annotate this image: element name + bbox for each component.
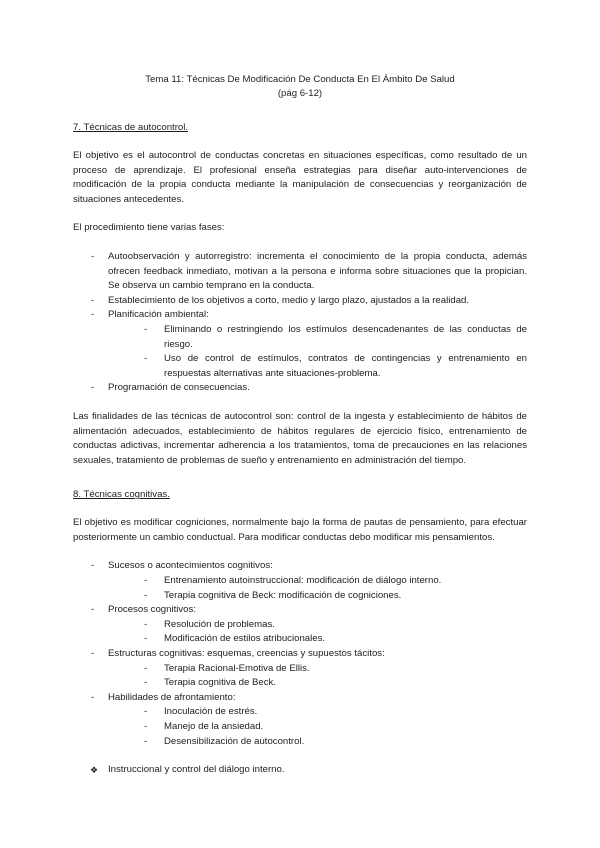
item-label: Estructuras cognitivas	[108, 648, 202, 660]
cognitive-list	[73, 559, 527, 749]
dash-marker: -	[144, 721, 148, 732]
dash-marker: -	[144, 677, 148, 689]
list-item: - Procesos cognitivos: - Resolución de problemas. - Modificación de estilos atribucionales.	[73, 603, 527, 647]
list-item: - Modificación de estilos atribucionales.	[144, 632, 527, 647]
page-range: (pág 6-12)	[277, 88, 323, 99]
planning-sublist	[108, 323, 527, 381]
dash-marker: -	[144, 589, 148, 601]
sublist	[108, 618, 527, 647]
dash-marker: -	[91, 309, 95, 321]
list-item: - Desensibilización de autocontrol.	[144, 735, 527, 750]
list-item	[73, 559, 527, 603]
section-7-heading: 7. Técnicas de autocontrol.	[73, 122, 189, 133]
dash-marker: -	[91, 294, 95, 306]
section-8-intro: El objetivo es modificar cogniciones, normalmente bajo la forma de pautas de pensamiento, para efectuar posteriormente un cambio conductual. Para modificar conductas debo modificar mis pensamientos.	[73, 517, 527, 543]
dash-marker: -	[91, 382, 95, 394]
list-item: - Autoobservación y autorregistro: incrementa el conocimiento de la propia conducta, además ofrecen feedback inmediato, motivan a la persona e informa sobre situaciones que la propician. Se observa un cambio temprano en la conducta.	[91, 250, 527, 292]
list-item: - Resolución de problemas.	[144, 618, 527, 633]
dash-marker: -	[91, 691, 95, 703]
dash-marker: -	[144, 353, 148, 365]
list-item: - Estructuras cognitivas: esquemas, creencias y supuestos tácitos: - Terapia Racional-Emotiva de Ellis. - Terapia cognitiva de Beck.	[73, 647, 527, 691]
dash-marker: -	[144, 575, 148, 587]
section-8-heading: 8. Técnicas cognitivas.	[73, 489, 170, 501]
final-bullet: ❖ Instruccional y control del diálogo interno.	[73, 763, 527, 778]
list-item: - Entrenamiento autoinstruccional: modificación de diálogo interno.	[144, 574, 527, 589]
section-7-phases-intro: El procedimiento tiene varias fases:	[73, 222, 225, 234]
diamond-bullet-icon: ❖	[90, 765, 99, 776]
list-item: - Terapia cognitiva de Beck: modificación de cogniciones.	[144, 589, 527, 604]
list-item: - Terapia Racional-Emotiva de Ellis.	[144, 662, 527, 677]
document-content	[73, 73, 527, 778]
sublist	[108, 574, 527, 603]
sublist	[108, 705, 527, 749]
list-item: - Terapia cognitiva de Beck.	[144, 676, 527, 691]
list-item: - Uso de control de estímulos, contratos de contingencias y entrenamiento en respuestas alternativas ante situaciones-problema.	[144, 353, 527, 379]
item-label: Sucesos o acontecimientos cognitivos:	[108, 560, 273, 572]
dash-marker: -	[91, 250, 95, 262]
dash-marker: -	[91, 604, 95, 616]
list-item: - Programación de consecuencias.	[73, 381, 527, 396]
dash-marker: -	[144, 662, 148, 674]
list-item: - Planificación ambiental: - Eliminando o restringiendo los estímulos desencadenantes de las conductas de riesgo. - Uso de control de estímulos, contratos de contingencias y entrenamiento en respuestas alternativas ante situaciones-problema.	[73, 308, 527, 381]
section-7-intro: El objetivo es el autocontrol de conductas concretas en situaciones específicas, como resultado de un proceso de aprendizaje. El profesional enseña estrategias para diseñar auto-intervenciones de modificación de la propia conducta mediante la manipulación de consecuencias y reorganización de situaciones antecedentes.	[73, 150, 527, 205]
list-item: - Inoculación de estrés.	[144, 705, 527, 720]
dash-marker: -	[144, 618, 148, 630]
dash-marker: -	[91, 648, 95, 660]
section-7-purposes: Las finalidades de las técnicas de autocontrol son: control de la ingesta y establecimiento de hábitos de alimentación adecuados, establecimiento de hábitos regulares de ejercicio físico, entrenamiento de conductas adictivas, incrementar adherencia a los tratamientos, toma de precauciones en las relaciones sexuales, tratamiento de problemas de sueño y entrenamiento en administración del tiempo.	[73, 410, 527, 466]
sublist	[108, 662, 527, 691]
phases-list	[73, 250, 527, 396]
list-item: - Habilidades de afrontamiento: - Inoculación de estrés. - Manejo de la ansiedad. - Desensibilización de autocontrol.	[73, 691, 527, 749]
list-item: - Establecimiento de los objetivos a corto, medio y largo plazo, ajustados a la realidad.	[73, 294, 527, 309]
dash-marker: -	[91, 560, 95, 572]
document-title: Tema 11: Técnicas De Modificación De Conducta En El Ámbito De Salud	[145, 74, 455, 85]
list-item: - Manejo de la ansiedad.	[144, 720, 527, 735]
dash-marker: -	[144, 735, 148, 747]
dash-marker: -	[144, 633, 148, 645]
list-item: - Eliminando o restringiendo los estímulos desencadenantes de las conductas de riesgo.	[144, 323, 527, 350]
dash-marker: -	[144, 706, 148, 718]
dash-marker: -	[144, 323, 148, 335]
item-label: Habilidades de afrontamiento	[108, 691, 233, 703]
item-label: Procesos cognitivos	[108, 604, 194, 616]
